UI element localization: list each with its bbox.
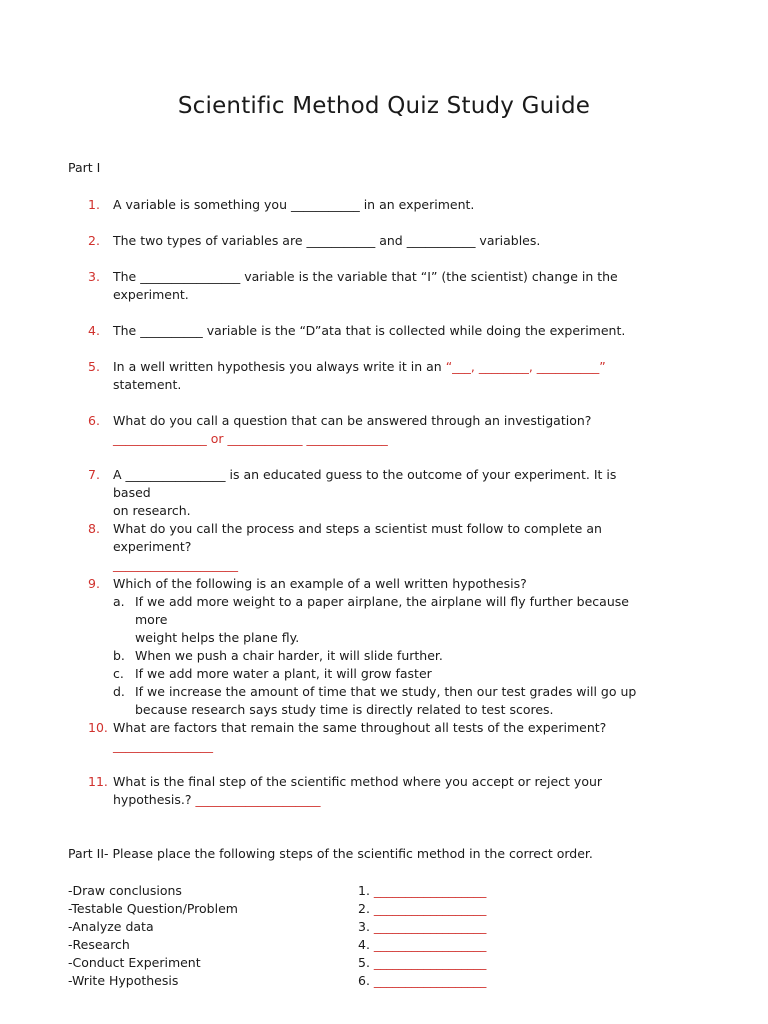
- answer-blank: __________________: [373, 937, 487, 952]
- question-text: The __________ variable is the “D”ata that is collected while doing the experiment.: [113, 323, 626, 338]
- part2-instructions: Part II- Please place the following steps of the scientific method in the correct order.: [68, 846, 593, 861]
- option-text: If we add more weight to a paper airplane, the airplane will fly further because more: [135, 594, 629, 627]
- order-number: 6.: [358, 973, 370, 988]
- answer-blank: “___, ________, __________”: [445, 359, 606, 374]
- question-2: [88, 232, 648, 250]
- option-letter: a.: [113, 594, 125, 609]
- steps-list: [68, 882, 238, 990]
- order-answer-row: [358, 936, 486, 954]
- order-answer-row: [358, 918, 486, 936]
- order-number: 3.: [358, 919, 370, 934]
- question-number: 1.: [88, 197, 100, 212]
- question-3: [88, 268, 648, 304]
- step-item: -Conduct Experiment: [68, 955, 201, 970]
- option-text: When we push a chair harder, it will slide further.: [135, 648, 443, 663]
- answer-blank: ____________________: [113, 557, 238, 572]
- order-answers: [358, 882, 486, 990]
- question-number: 5.: [88, 359, 100, 374]
- order-number: 2.: [358, 901, 370, 916]
- answer-blank: __________________: [373, 955, 487, 970]
- answer-blank: _______________: [113, 431, 207, 446]
- question-text-cont: hypothesis.?: [113, 792, 196, 807]
- question-text: The two types of variables are ___________ and ___________ variables.: [113, 233, 541, 248]
- question-number: 7.: [88, 467, 100, 482]
- question-10: [88, 719, 648, 755]
- option-text-cont: weight helps the plane fly.: [135, 630, 300, 645]
- question-number: 3.: [88, 269, 100, 284]
- option-text: If we increase the amount of time that we study, then our test grades will go up: [135, 684, 637, 699]
- option-letter: c.: [113, 666, 124, 681]
- option-letter: d.: [113, 684, 125, 699]
- question-text: What do you call a question that can be answered through an investigation?: [113, 413, 592, 428]
- answer-options: [113, 593, 648, 719]
- question-7: [88, 466, 648, 520]
- step-item: -Write Hypothesis: [68, 973, 179, 988]
- answer-blank: ____________________: [195, 792, 321, 807]
- question-text: A variable is something you ___________ in an experiment.: [113, 197, 475, 212]
- question-5: [88, 358, 648, 394]
- question-number: 6.: [88, 413, 100, 428]
- answer-blank: __________________: [373, 883, 487, 898]
- question-4: [88, 322, 648, 340]
- option-letter: b.: [113, 648, 125, 663]
- question-8: [88, 520, 648, 574]
- question-6: [88, 412, 648, 448]
- order-answer-row: [358, 954, 486, 972]
- question-text: Which of the following is an example of a well written hypothesis?: [113, 576, 527, 591]
- question-number: 11.: [88, 774, 108, 789]
- step-item: -Analyze data: [68, 919, 154, 934]
- question-11: [88, 773, 648, 809]
- question-number: 4.: [88, 323, 100, 338]
- question-number: 8.: [88, 521, 100, 536]
- question-text: What are factors that remain the same throughout all tests of the experiment?: [113, 720, 607, 735]
- question-number: 2.: [88, 233, 100, 248]
- answer-blank: ________________: [113, 738, 213, 753]
- question-text: The ________________ variable is the variable that “I” (the scientist) change in the: [113, 269, 618, 284]
- question-number: 9.: [88, 576, 100, 591]
- answer-blank: __________________: [373, 901, 487, 916]
- option-a: [113, 593, 648, 647]
- order-answer-row: [358, 882, 486, 900]
- answer-blank: __________________: [373, 973, 487, 988]
- or-text: or: [206, 431, 228, 446]
- question-text: A ________________ is an educated guess to the outcome of your experiment. It is based: [113, 467, 617, 500]
- question-text: In a well written hypothesis you always write it in an: [113, 359, 446, 374]
- page-title: Scientific Method Quiz Study Guide: [177, 93, 591, 119]
- question-1: [88, 196, 648, 214]
- order-number: 4.: [358, 937, 370, 952]
- step-item: -Draw conclusions: [68, 883, 182, 898]
- step-item: -Testable Question/Problem: [68, 901, 238, 916]
- option-c: [113, 665, 648, 683]
- question-text-cont: statement.: [113, 377, 182, 392]
- order-number: 5.: [358, 955, 370, 970]
- option-text: If we add more water a plant, it will grow faster: [135, 666, 432, 681]
- question-number: 10.: [88, 720, 108, 735]
- order-number: 1.: [358, 883, 370, 898]
- question-text: What do you call the process and steps a scientist must follow to complete an experiment?: [113, 521, 602, 554]
- question-text-cont: experiment.: [113, 287, 189, 302]
- question-9: [88, 575, 648, 719]
- step-item: -Research: [68, 937, 130, 952]
- option-d: [113, 683, 648, 719]
- question-text-cont: on research.: [113, 503, 191, 518]
- option-text-cont: because research says study time is directly related to test scores.: [135, 702, 554, 717]
- answer-blank: __________________: [373, 919, 487, 934]
- order-answer-row: [358, 972, 486, 990]
- part1-label: Part I: [68, 160, 101, 175]
- order-answer-row: [358, 900, 486, 918]
- question-text: What is the final step of the scientific method where you accept or reject your: [113, 774, 603, 789]
- option-b: [113, 647, 648, 665]
- answer-blank: ____________ _____________: [227, 431, 388, 446]
